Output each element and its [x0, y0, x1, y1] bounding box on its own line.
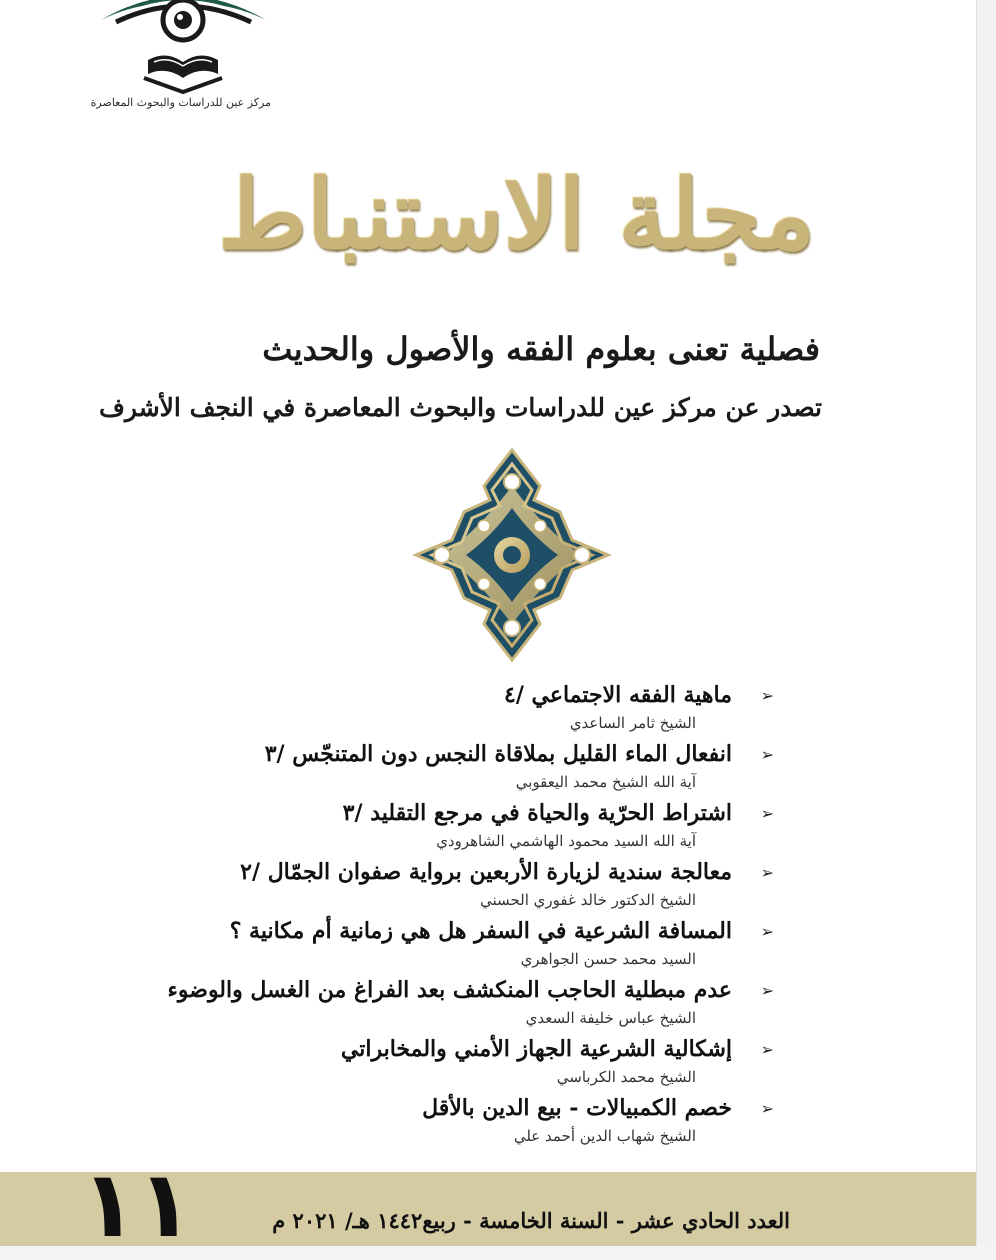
toc-item [150, 796, 780, 855]
toc-item [150, 914, 780, 973]
issue-number: ١١ [80, 1151, 194, 1258]
center-logo [90, 0, 271, 125]
arrow-bullet-icon: ➢ [760, 922, 774, 941]
article-author: آية الله السيد محمود الهاشمي الشاهرودي [436, 832, 696, 850]
arrow-bullet-icon: ➢ [760, 686, 774, 705]
toc-item [150, 737, 780, 796]
article-author: الشيخ الدكتور خالد غفوري الحسني [480, 891, 696, 909]
article-title: خصم الكمبيالات - بيع الدين بالأقل [422, 1095, 732, 1121]
article-title: اشتراط الحرّية والحياة في مرجع التقليد /٣ [342, 800, 732, 826]
toc-item [150, 678, 780, 737]
toc-item [150, 1091, 780, 1150]
arabesque-ornament-icon [412, 446, 612, 664]
article-title: ماهية الفقه الاجتماعي /٤ [503, 682, 732, 708]
toc-item [150, 855, 780, 914]
arrow-bullet-icon: ➢ [760, 863, 774, 882]
logo-text: مركز عين للدراسات والبحوث المعاصرة [90, 96, 271, 109]
article-title: معالجة سندية لزيارة الأربعين برواية صفوان الجمّال /٢ [240, 859, 732, 885]
article-title: المسافة الشرعية في السفر هل هي زمانية أم مكانية ؟ [229, 918, 732, 944]
arrow-bullet-icon: ➢ [760, 804, 774, 823]
arrow-bullet-icon: ➢ [760, 745, 774, 764]
page-edge [976, 0, 996, 1246]
article-title: إشكالية الشرعية الجهاز الأمني والمخابراتي [340, 1036, 732, 1062]
article-author: آية الله الشيخ محمد اليعقوبي [515, 773, 696, 791]
article-author: السيد محمد حسن الجواهري [520, 950, 696, 968]
toc-item [150, 973, 780, 1032]
arrow-bullet-icon: ➢ [760, 981, 774, 1000]
eye-book-logo-icon [96, 0, 271, 96]
arrow-bullet-icon: ➢ [760, 1040, 774, 1059]
article-author: الشيخ عباس خليفة السعدي [525, 1009, 696, 1027]
magazine-issuer: تصدر عن مركز عين للدراسات والبحوث المعاصرة في النجف الأشرف [99, 393, 822, 422]
toc-item [150, 1032, 780, 1091]
table-of-contents [150, 678, 780, 1150]
article-author: الشيخ شهاب الدين أحمد علي [513, 1127, 696, 1145]
magazine-subtitle: فصلية تعنى بعلوم الفقه والأصول والحديث [262, 330, 820, 368]
article-title: عدم مبطلية الحاجب المنكشف بعد الفراغ من الغسل والوضوء [167, 977, 732, 1003]
arrow-bullet-icon: ➢ [760, 1099, 774, 1118]
article-title: انفعال الماء القليل بملاقاة النجس دون المتنجّس /٣ [264, 741, 732, 767]
issue-info: العدد الحادي عشر - السنة الخامسة - ربيع١٤٤٢ هـ/ ٢٠٢١ م [272, 1208, 790, 1233]
magazine-title: مجلة الاستنباط [218, 158, 815, 271]
article-author: الشيخ ثامر الساعدي [569, 714, 696, 732]
article-author: الشيخ محمد الكرباسي [556, 1068, 696, 1086]
